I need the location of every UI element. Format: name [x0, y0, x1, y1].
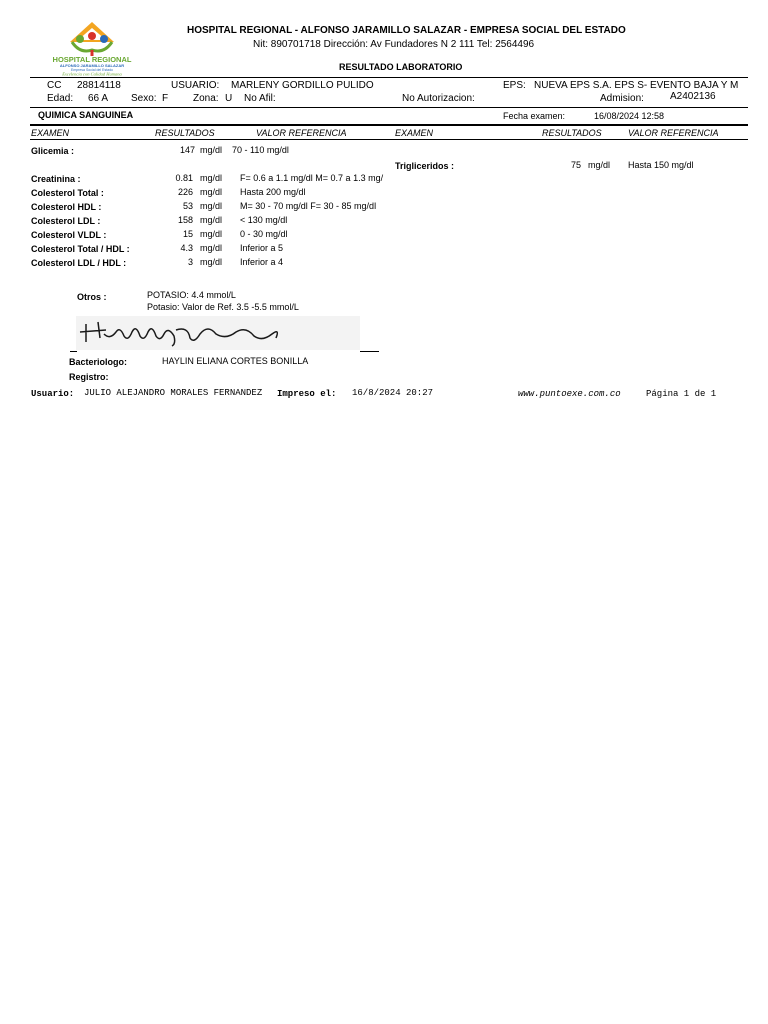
col-exam: EXAMEN — [31, 128, 70, 138]
exam-name: Glicemia : — [31, 146, 75, 156]
exam-unit: mg/dl — [200, 201, 223, 211]
exam-value: 4.3 — [180, 243, 193, 253]
footer-printed: 16/8/2024 20:27 — [352, 388, 434, 398]
exam-unit: mg/dl — [200, 257, 223, 267]
exam-reference: 0 - 30 mg/dl — [240, 229, 288, 239]
divider — [30, 139, 748, 140]
svg-text:ALFONSO JARAMILLO SALAZAR: ALFONSO JARAMILLO SALAZAR — [59, 63, 125, 68]
exam-unit: mg/dl — [200, 187, 223, 197]
age-label: Edad: — [47, 93, 74, 104]
hospital-name: HOSPITAL REGIONAL - ALFONSO JARAMILLO SALAZAR - EMPRESA SOCIAL DEL ESTADO — [187, 25, 626, 36]
sex-value: F — [162, 93, 169, 104]
others-line-1: POTASIO: 4.4 mmol/L — [147, 290, 236, 300]
exam-unit: mg/dl — [588, 160, 611, 170]
exam-reference: Inferior a 4 — [240, 257, 284, 267]
others-line-2: Potasio: Valor de Ref. 3.5 -5.5 mmol/L — [147, 302, 299, 312]
col-results: RESULTADOS — [542, 128, 602, 138]
eps-value: NUEVA EPS S.A. EPS S- EVENTO BAJA Y M — [534, 80, 739, 91]
divider — [30, 77, 748, 78]
divider — [30, 107, 748, 108]
exam-name: Colesterol Total / HDL : — [31, 244, 130, 254]
exam-reference: Hasta 200 mg/dl — [240, 187, 306, 197]
admission-label: Admision: — [600, 93, 644, 104]
exam-name: Colesterol VLDL : — [31, 230, 107, 240]
age-value: 66 A — [88, 93, 109, 104]
col-results: RESULTADOS — [155, 128, 215, 138]
bacteriologist-label: Bacteriologo: — [69, 357, 128, 367]
col-reference: VALOR REFERENCIA — [256, 128, 347, 138]
eps-label: EPS: — [503, 80, 526, 91]
exam-name: Creatinina : — [31, 174, 81, 184]
admission-value: A2402136 — [670, 91, 716, 102]
exam-value: 226 — [177, 187, 193, 197]
hospital-logo — [42, 20, 142, 76]
exam-date: 16/08/2024 12:58 — [594, 111, 665, 121]
exam-unit: mg/dl — [200, 229, 223, 239]
exam-reference: Hasta 150 mg/dl — [628, 160, 694, 170]
exam-value: 75 — [570, 160, 581, 170]
authorization-label: No Autorizacion: — [402, 93, 475, 104]
svg-text:Excelencia con Calidad Humana: Excelencia con Calidad Humana — [62, 71, 122, 76]
svg-text:HOSPITAL REGIONAL: HOSPITAL REGIONAL — [52, 55, 132, 64]
sex-label: Sexo: — [131, 93, 157, 104]
exam-name: Trigliceridos : — [395, 161, 455, 171]
exam-unit: mg/dl — [200, 145, 223, 155]
section-name: QUIMICA SANGUINEA — [38, 110, 134, 120]
cc-value: 28814118 — [77, 80, 121, 91]
col-exam: EXAMEN — [395, 128, 434, 138]
footer-user: JULIO ALEJANDRO MORALES FERNANDEZ — [84, 388, 263, 398]
exam-reference: Inferior a 5 — [240, 243, 284, 253]
footer-website: www.puntoexe.com.co — [518, 389, 621, 399]
afil-label: No Afil: — [244, 93, 276, 104]
exam-name: Colesterol LDL : — [31, 216, 101, 226]
svg-text:Empresa Social del Estado: Empresa Social del Estado — [70, 68, 114, 72]
exam-name: Colesterol LDL / HDL : — [31, 258, 127, 268]
exam-value: 147 — [179, 145, 195, 155]
footer-user-label: Usuario: — [31, 389, 75, 399]
exam-name: Colesterol Total : — [31, 188, 104, 198]
registry-label: Registro: — [69, 372, 109, 382]
exam-unit: mg/dl — [200, 173, 223, 183]
exam-unit: mg/dl — [200, 243, 223, 253]
zone-label: Zona: — [193, 93, 219, 104]
signature-line — [360, 351, 379, 352]
exam-reference: F= 0.6 a 1.1 mg/dl M= 0.7 a 1.3 mg/ — [240, 173, 384, 183]
divider — [30, 124, 748, 126]
footer-page: Página 1 de 1 — [646, 389, 717, 399]
exam-value: 15 — [182, 229, 193, 239]
exam-reference: < 130 mg/dl — [240, 215, 288, 225]
others-label: Otros : — [77, 292, 107, 302]
col-reference: VALOR REFERENCIA — [628, 128, 719, 138]
hospital-address: Nit: 890701718 Dirección: Av Fundadores N 2 111 Tel: 2564496 — [253, 39, 535, 50]
exam-value: 158 — [177, 215, 193, 225]
report-title: RESULTADO LABORATORIO — [339, 62, 463, 72]
exam-value: 0.81 — [175, 173, 193, 183]
exam-unit: mg/dl — [200, 215, 223, 225]
exam-date-label: Fecha examen: — [503, 111, 566, 121]
cc-label: CC — [47, 80, 62, 91]
user-label: USUARIO: — [171, 80, 220, 91]
exam-name: Colesterol HDL : — [31, 202, 102, 212]
patient-name: MARLENY GORDILLO PULIDO — [231, 80, 374, 91]
signature-image — [76, 316, 360, 350]
exam-reference: M= 30 - 70 mg/dl F= 30 - 85 mg/dl — [240, 201, 377, 211]
signature-line — [70, 351, 77, 352]
exam-value: 53 — [182, 201, 193, 211]
zone-value: U — [225, 93, 233, 104]
footer-printed-label: Impreso el: — [277, 389, 337, 399]
exam-reference: 70 - 110 mg/dl — [232, 145, 289, 155]
exam-value: 3 — [187, 257, 193, 267]
bacteriologist-name: HAYLIN ELIANA CORTES BONILLA — [162, 356, 309, 366]
